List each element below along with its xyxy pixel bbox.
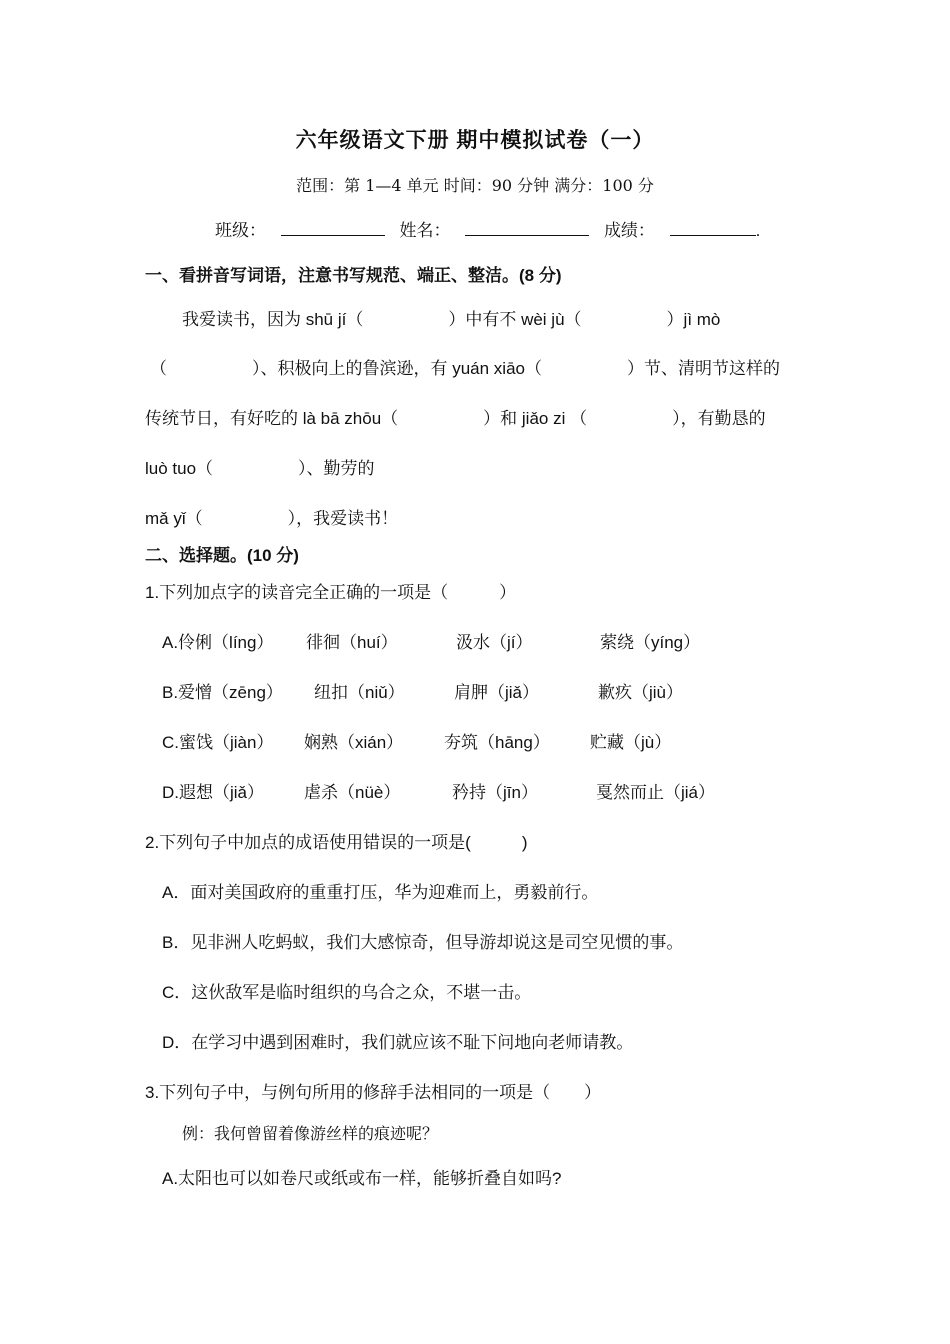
q1-option: 徘徊（huí）: [306, 633, 398, 652]
section1-line: 我爱读书，因为 shū jí（ ）中有不 wèi jù（ ）jì mò: [182, 310, 721, 329]
q2-option: A．面对美国政府的重重打压，华为迎难而上，勇毅前行。: [162, 883, 599, 902]
page-title: 六年级语文下册 期中模拟试卷（一）: [295, 129, 655, 152]
q1-option: 贮藏（jù）: [590, 733, 672, 752]
q3-option-a: A.太阳也可以如卷尺或纸或布一样，能够折叠自如吗?: [162, 1169, 562, 1188]
q1-option-row-c: [0, 728, 950, 752]
q1-option: 戛然而止（jiá）: [596, 783, 716, 802]
name-blank[interactable]: [465, 219, 589, 236]
q1-stem: 1.下列加点字的读音完全正确的一项是（ ）: [145, 583, 517, 602]
q1-option: 娴熟（xián）: [304, 733, 404, 752]
section1-line: 传统节日，有好吃的 là bā zhōu（ ）和 jiǎo zi （ ），有勤恳的: [145, 409, 766, 428]
q2-stem: 2.下列句子中加点的成语使用错误的一项是( ): [145, 833, 528, 852]
exam-info: 范围：第 1—4 单元 时间：90 分钟 满分：100 分: [296, 176, 654, 195]
q1-option: C.蜜饯（jiàn）: [162, 733, 274, 752]
section1-line: （ ）、积极向上的鲁滨逊，有 yuán xiāo（ ）节、清明节这样的: [150, 359, 780, 378]
q1-option: 汲水（jí）: [456, 633, 533, 652]
class-label: 班级：: [215, 221, 266, 240]
q1-option: D.遐想（jiǎ）: [162, 783, 265, 802]
score-label: 成绩：: [603, 221, 655, 240]
q1-option: B.爱憎（zēng）: [162, 683, 283, 702]
q1-option: 肩胛（jiǎ）: [454, 683, 540, 702]
q1-option-row-b: [0, 678, 950, 702]
score-blank[interactable]: [670, 219, 756, 236]
q1-option: 萦绕（yíng）: [600, 633, 701, 652]
student-info-row: [215, 216, 760, 241]
section1-line: mǎ yǐ（ ），我爱读书！: [145, 509, 399, 528]
section1-line: luò tuo（ ）、勤劳的: [145, 459, 375, 478]
q1-option: A.伶俐（líng）: [162, 633, 274, 652]
q2-option: D．在学习中遇到困难时，我们就应该不耻下问地向老师请教。: [162, 1033, 634, 1052]
q1-option: 虐杀（nüè）: [304, 783, 401, 802]
section2-heading: 二、选择题。(10 分): [145, 546, 299, 565]
q3-stem: 3.下列句子中，与例句所用的修辞手法相同的一项是（ ）: [145, 1083, 602, 1102]
q1-option: 纽扣（niǔ）: [314, 683, 405, 702]
q1-option: 矜持（jīn）: [452, 783, 538, 802]
section1-heading: 一、看拼音写词语，注意书写规范、端正、整洁。(8 分): [145, 266, 562, 285]
q1-option-row-d: [0, 778, 950, 802]
end-mark: .: [755, 221, 761, 240]
q2-option: B．见非洲人吃蚂蚁，我们大感惊奇，但导游却说这是司空见惯的事。: [162, 933, 684, 952]
class-blank[interactable]: [281, 219, 385, 236]
q1-option-row-a: [0, 628, 950, 652]
q1-option: 歉疚（jiù）: [598, 683, 684, 702]
q2-option: C．这伙敌军是临时组织的乌合之众，不堪一击。: [162, 983, 532, 1002]
name-label: 姓名：: [399, 221, 451, 240]
q1-option: 夯筑（hāng）: [444, 733, 550, 752]
q3-example: 例：我何曾留着像游丝样的痕迹呢？: [182, 1124, 439, 1143]
